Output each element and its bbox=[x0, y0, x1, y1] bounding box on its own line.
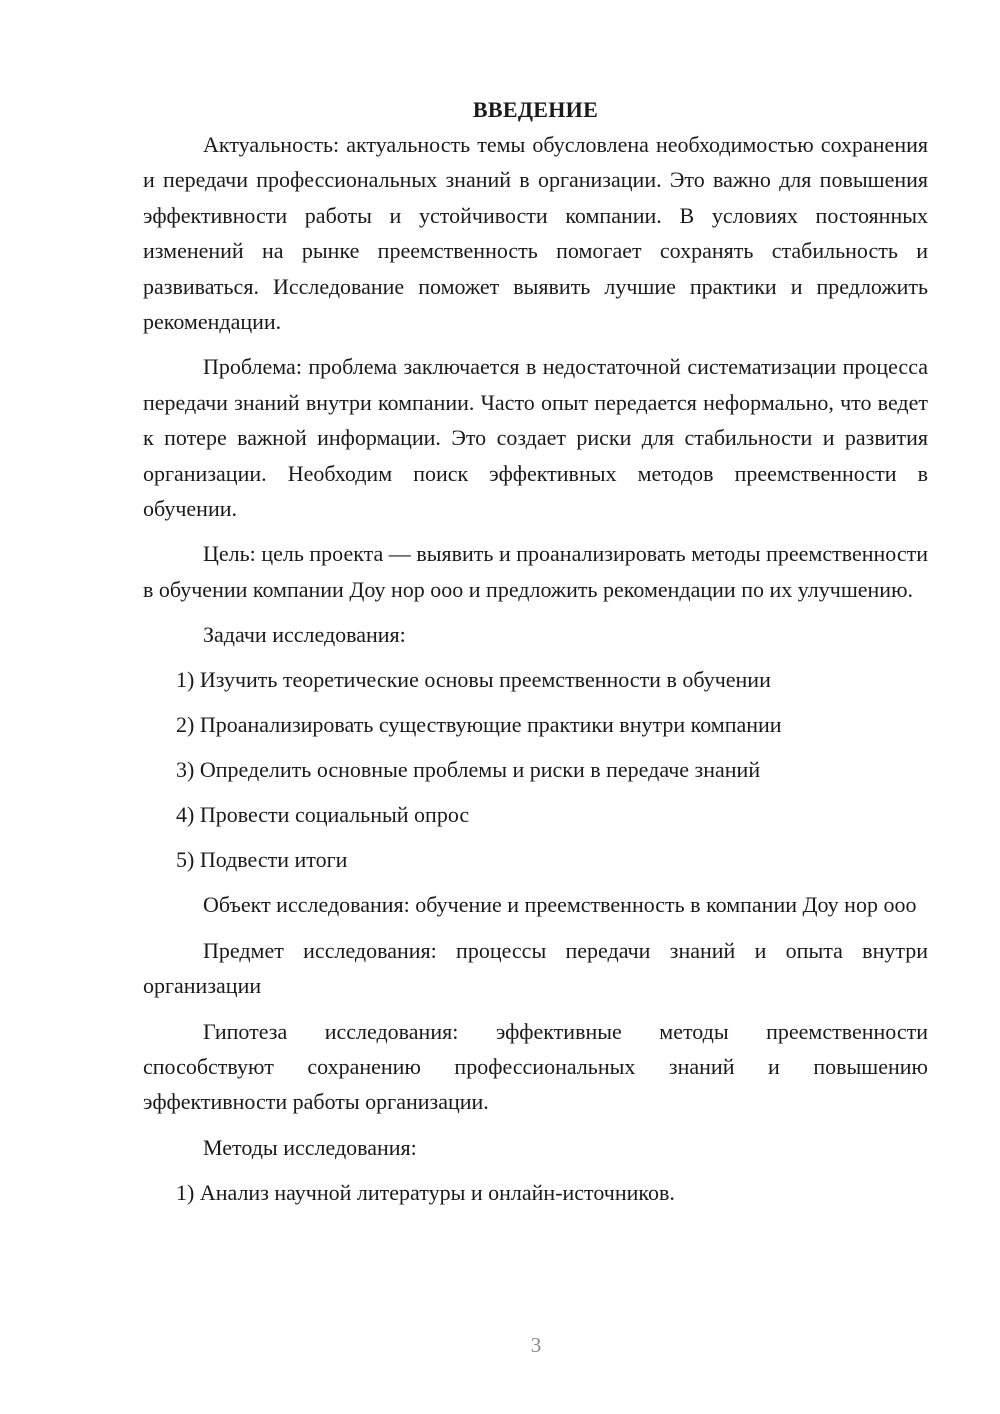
page-number: 3 bbox=[530, 1333, 542, 1357]
hypothesis-paragraph: Гипотеза исследования: эффективные методы преемственности способствуют сохранению профессиональных знаний и повышению эффективности работы организации. bbox=[143, 1018, 928, 1115]
task-item: 3) Определить основные проблемы и риски в передаче знаний bbox=[176, 757, 761, 783]
tasks-label: Задачи исследования: bbox=[203, 622, 406, 648]
task-item: 4) Провести социальный опрос bbox=[176, 802, 470, 828]
methods-label: Методы исследования: bbox=[203, 1134, 417, 1160]
method-item: 1) Анализ научной литературы и онлайн-источников. bbox=[176, 1179, 675, 1205]
subject-paragraph: Предмет исследования: процессы передачи знаний и опыта внутри организации bbox=[143, 937, 928, 999]
goal-paragraph: Цель: цель проекта — выявить и проанализировать методы преемственности в обучении компании Доу нор ооо и предложить рекомендации по их улучшению. bbox=[143, 541, 928, 602]
object-paragraph: Объект исследования: обучение и преемственность в компании Доу нор ооо bbox=[203, 892, 917, 918]
task-item: 5) Подвести итоги bbox=[176, 847, 348, 873]
task-item: 1) Изучить теоретические основы преемственности в обучении bbox=[176, 667, 771, 693]
task-item: 2) Проанализировать существующие практики внутри компании bbox=[176, 712, 782, 738]
problem-paragraph: Проблема: проблема заключается в недостаточной систематизации процесса передачи знаний внутри компании. Часто опыт передается неформально, что ведет к потере важной информации. Это создает риски для стабильности и развития организации. Необходим поиск эффективных методов преемственности в обучении. bbox=[143, 354, 928, 522]
document-page bbox=[143, 92, 928, 1220]
section-heading: ВВЕДЕНИЕ bbox=[472, 97, 599, 122]
relevance-paragraph: Актуальность: актуальность темы обусловлена необходимостью сохранения и передачи профессиональных знаний в организации. Это важно для повышения эффективности работы и устойчивости компании. В условиях постоянных изменений на рынке преемственность помогает сохранять стабильность и развиваться. Исследование поможет выявить лучшие практики и предложить рекомендации. bbox=[143, 132, 928, 335]
